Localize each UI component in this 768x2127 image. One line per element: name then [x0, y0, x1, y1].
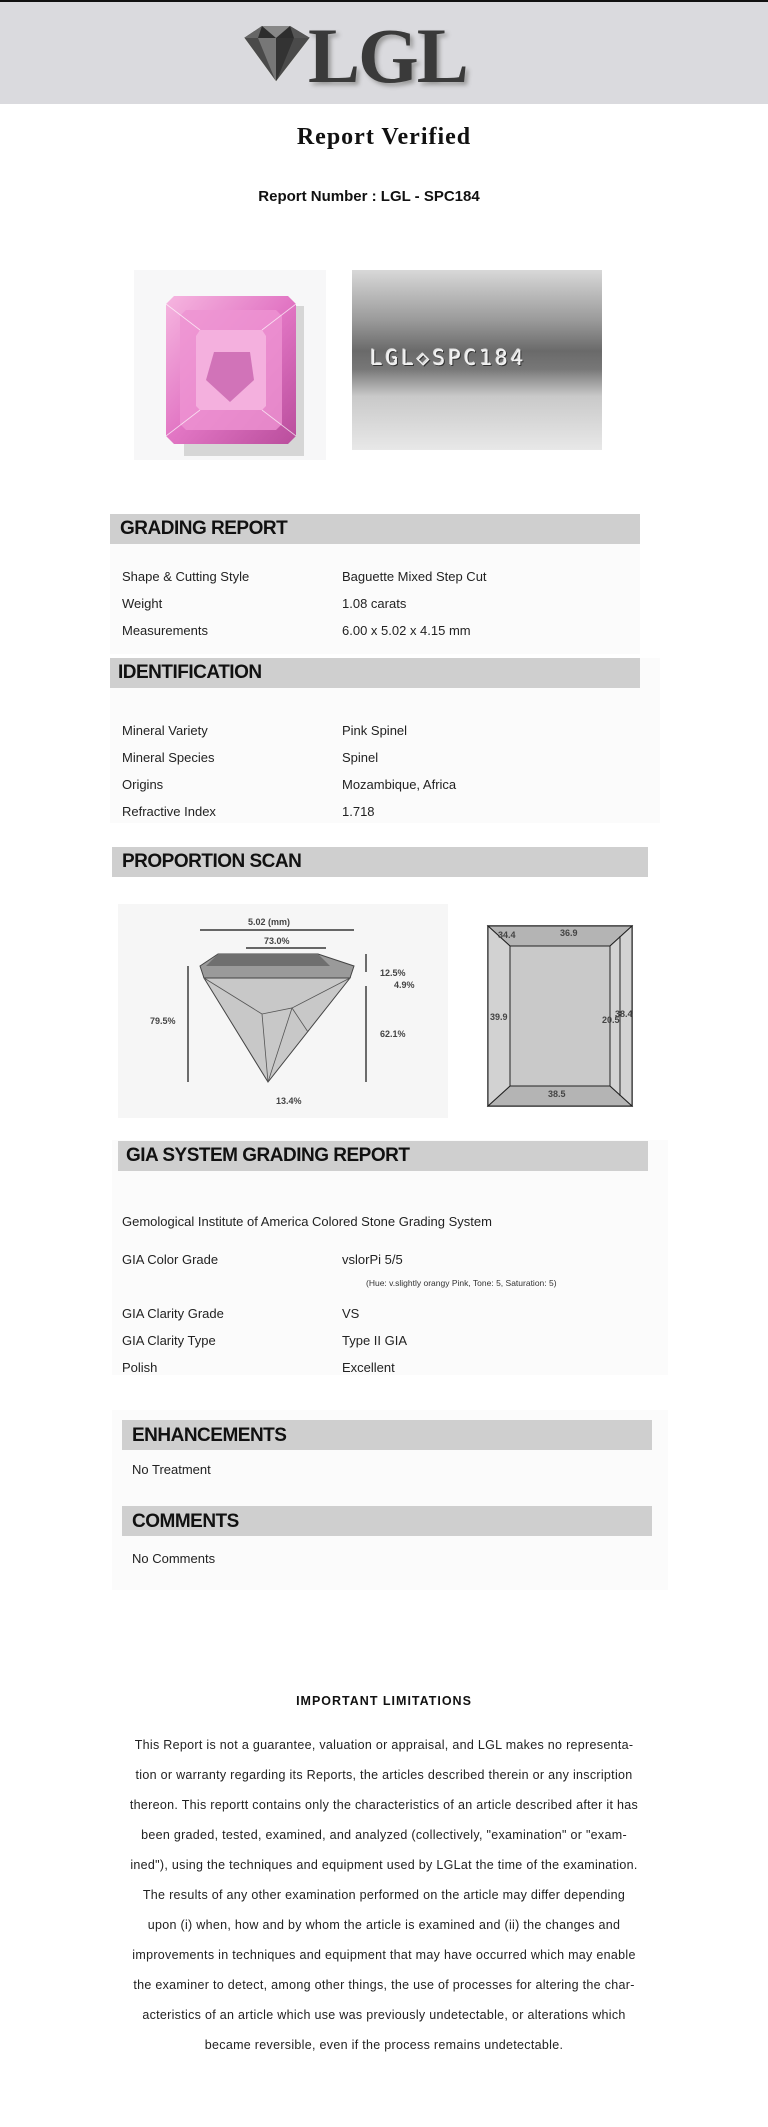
limitations-line: been graded, tested, examined, and analyzed (collectively, "examination" or "exam- — [141, 1828, 627, 1842]
logo-wordmark: LGL — [308, 12, 467, 99]
grading-value: 1.08 carats — [342, 596, 407, 611]
identification-value: Pink Spinel — [342, 723, 408, 738]
limitations-line: thereon. This reportt contains only the characteristics of an article described after it has — [129, 1798, 639, 1812]
page-title: Report Verified — [296, 124, 472, 150]
enhancements-header — [122, 1420, 652, 1450]
gia-color-note: (Hue: v.slightly orangy Pink, Tone: 5, Saturation: 5) — [366, 1278, 557, 1288]
girdle-label: 4.9% — [394, 980, 415, 990]
grading-header — [110, 514, 640, 544]
gia-value: Type II GIA — [342, 1333, 408, 1348]
site-header — [0, 0, 768, 104]
limitations-line: tion or warranty regarding its Reports, the articles described therein or any inscription — [135, 1768, 633, 1782]
grading-label: Weight — [122, 596, 163, 611]
grading-value: 6.00 x 5.02 x 4.15 mm — [342, 623, 471, 638]
comments-header — [122, 1506, 652, 1536]
enhancements-heading: ENHANCEMENTS — [132, 1425, 287, 1446]
identification-label: Origins — [122, 777, 164, 792]
gia-heading: GIA SYSTEM GRADING REPORT — [126, 1145, 410, 1166]
lgl-logo[interactable] — [230, 12, 490, 99]
identification-label: Mineral Variety — [122, 723, 208, 738]
gia-value: VS — [342, 1306, 360, 1321]
table-label: 73.0% — [264, 936, 290, 946]
identification-value: Spinel — [342, 750, 379, 765]
gia-label: GIA Clarity Grade — [122, 1306, 224, 1321]
culet-label: 13.4% — [276, 1096, 302, 1106]
diamond-logo-icon — [234, 22, 314, 86]
limitations-line: This Report is not a guarantee, valuation or appraisal, and LGL makes no representa- — [134, 1738, 634, 1752]
limitations-line: acteristics of an article which use was previously undetectable, or alterations which — [142, 2008, 626, 2022]
inscription-photo — [352, 270, 602, 450]
gia-header — [118, 1141, 648, 1171]
limitations-line: became reversible, even if the process remains undetectable. — [204, 2038, 564, 2052]
grading-label: Shape & Cutting Style — [122, 569, 250, 584]
identification-value: 1.718 — [342, 804, 375, 819]
proportion-header — [112, 847, 648, 877]
top-view-diagram — [480, 916, 640, 1112]
identification-heading: IDENTIFICATION — [118, 662, 262, 683]
gia-color-label: GIA Color Grade — [122, 1252, 219, 1267]
gia-label: GIA Clarity Type — [122, 1333, 216, 1348]
gia-label: Polish — [122, 1360, 158, 1375]
identification-label: Mineral Species — [122, 750, 215, 765]
limitations-line: The results of any other examination performed on the article may differ depending — [142, 1888, 626, 1902]
identification-value: Mozambique, Africa — [342, 777, 457, 792]
grading-heading: GRADING REPORT — [120, 518, 288, 539]
top-label: 36.9 — [560, 928, 578, 938]
limitations-line: the examiner to detect, among other things, the use of processes for altering the char- — [133, 1978, 635, 1992]
report-number: Report Number : LGL - SPC184 — [258, 188, 480, 205]
gem-photo — [134, 270, 326, 460]
enhancements-text: No Treatment — [132, 1462, 211, 1477]
right-outer-label: 38.4 — [615, 1009, 633, 1019]
gia-system-name: Gemological Institute of America Colored Stone Grading System — [122, 1214, 492, 1229]
bottom-label: 38.5 — [548, 1089, 566, 1099]
limitations-line: ined"), using the techniques and equipment used by LGLat the time of the examination. — [130, 1858, 638, 1872]
profile-diagram — [118, 904, 448, 1118]
limitations-heading: IMPORTANT LIMITATIONS — [296, 1694, 472, 1708]
grading-value: Baguette Mixed Step Cut — [342, 569, 487, 584]
gia-value: Excellent — [342, 1360, 395, 1375]
crown-label: 12.5% — [380, 968, 406, 978]
comments-text: No Comments — [132, 1551, 216, 1566]
gia-color-value: vslorPi 5/5 — [342, 1252, 403, 1267]
width-label: 5.02 (mm) — [248, 917, 291, 927]
identification-header — [110, 658, 640, 688]
left-label: 39.9 — [490, 1012, 508, 1022]
depth-label: 79.5% — [150, 1016, 176, 1026]
limitations-line: upon (i) when, how and by whom the article is examined and (ii) the changes and — [147, 1918, 621, 1932]
limitations-line: improvements in techniques and equipment that may have occurred which may enable — [132, 1948, 636, 1962]
right-inner-label: 20.5 — [602, 1015, 620, 1025]
identification-label: Refractive Index — [122, 804, 216, 819]
comments-heading: COMMENTS — [132, 1511, 239, 1532]
grading-label: Measurements — [122, 623, 208, 638]
pavilion-label: 62.1% — [380, 1029, 406, 1039]
inscription-text: LGL◇SPC184 — [370, 346, 527, 370]
proportion-heading: PROPORTION SCAN — [122, 851, 302, 872]
top-left-label: 34.4 — [498, 930, 516, 940]
